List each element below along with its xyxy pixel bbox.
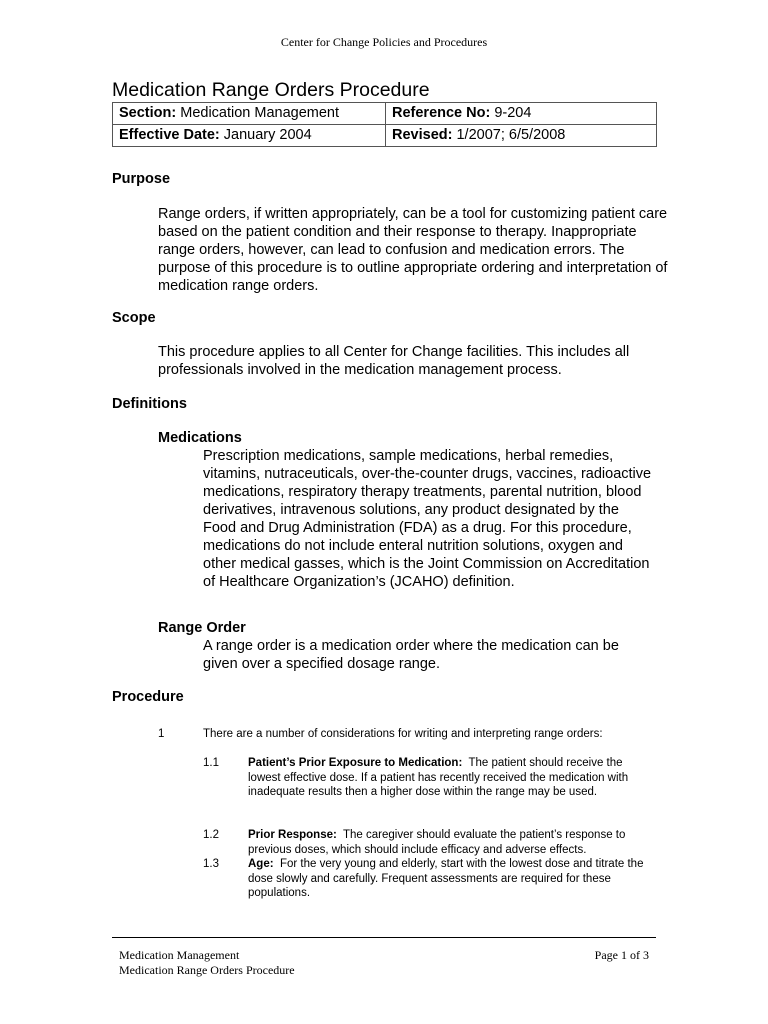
sub-item-text (248, 857, 658, 901)
medications-definition: Prescription medications, sample medications, herbal remedies, vitamins, nutraceuticals, over-the-counter drugs, vaccines, radioactive medications, respiratory therapy treatments, parental nutrition, blood derivatives, intravenous solutions, any product designated by the Food and Drug Administration (FDA) as a drug. For this procedure, medications do not include enteral nutrition solutions, oxygen and other medical gasses, which is the Joint Commission on Accreditation of Healthcare Organization’s (JCAHO) definition. (203, 448, 652, 590)
sub-item-body: The caregiver should evaluate the patient’s response to previous doses, which should include efficacy and adverse effects. (248, 829, 626, 856)
range-order-definition: A range order is a medication order where the medication can be given over a specified dosage range. (203, 638, 619, 672)
sub-item-body: The patient should receive the lowest effective dose. If a patient has recently received the medication with inadequate results then a higher dose within the range may be used. (248, 757, 629, 799)
sub-item-text (248, 828, 658, 857)
procedure-heading: Procedure (112, 689, 184, 705)
section-cell (113, 103, 386, 125)
revised-value: 1/2007; 6/5/2008 (456, 127, 566, 143)
footer-section: Medication Management (119, 948, 240, 962)
effective-date-value: January 2004 (223, 127, 312, 143)
scope-text: This procedure applies to all Center for Change facilities. This includes all professionals involved in the medication management process. (158, 344, 630, 378)
effective-date-label: Effective Date: (119, 127, 220, 143)
footer-divider (112, 937, 656, 938)
running-header: Center for Change Policies and Procedures (280, 35, 488, 49)
document-meta-table (112, 102, 657, 147)
sub-item-number: 1.3 (203, 858, 219, 870)
reference-label: Reference No: (392, 105, 491, 121)
list-item-text: There are a number of considerations for writing and interpreting range orders: (203, 728, 603, 740)
revised-label: Revised: (392, 127, 453, 143)
sub-item-body: For the very young and elderly, start with the lowest dose and titrate the dose slowly and carefully. Frequent assessments are required for these populations. (248, 858, 644, 900)
reference-cell (386, 103, 657, 125)
definitions-heading: Definitions (112, 396, 187, 412)
purpose-heading: Purpose (112, 171, 171, 187)
sub-item-label: Age: (248, 858, 274, 870)
sub-item-label: Patient’s Prior Exposure to Medication: (248, 757, 463, 769)
revised-cell (386, 125, 657, 147)
effective-date-cell (113, 125, 386, 147)
meta-row (113, 103, 657, 125)
sub-item-label: Prior Response: (248, 829, 337, 841)
range-order-term: Range Order (158, 620, 246, 636)
section-value: Medication Management (180, 105, 340, 121)
reference-value: 9-204 (494, 105, 532, 121)
purpose-text: Range orders, if written appropriately, can be a tool for customizing patient care based on the patient condition and their response to therapy. Inappropriate range orders, however, can lead to confusion and medication errors. The purpose of this procedure is to outline appropriate ordering and interpretation of medication range orders. (158, 206, 668, 294)
document-title: Medication Range Orders Procedure (112, 79, 430, 101)
page-number: Page 1 of 3 (594, 948, 649, 962)
section-label: Section: (119, 105, 177, 121)
footer-document-title: Medication Range Orders Procedure (119, 963, 295, 977)
list-number: 1 (158, 728, 165, 740)
sub-item-number: 1.1 (203, 757, 219, 769)
medications-term: Medications (158, 430, 242, 446)
scope-heading: Scope (112, 310, 156, 326)
meta-row (113, 125, 657, 147)
sub-item-text (248, 756, 658, 800)
sub-item-number: 1.2 (203, 829, 219, 841)
